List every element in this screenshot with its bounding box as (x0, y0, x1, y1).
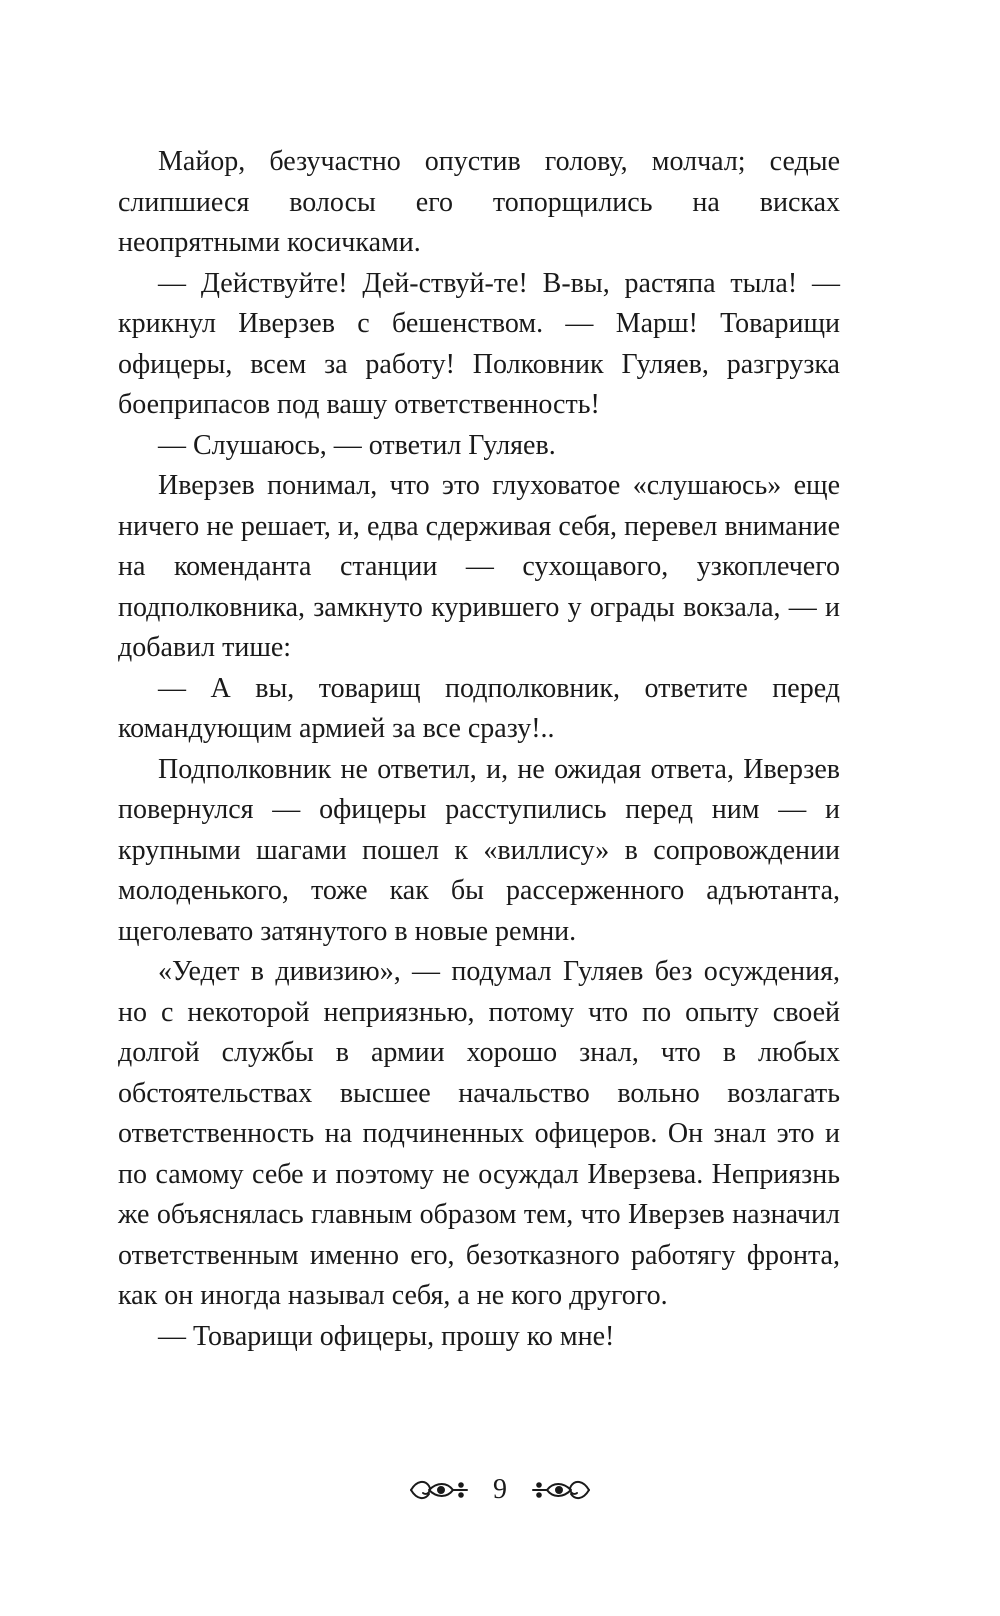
page-number: 9 (493, 1474, 507, 1505)
paragraph: — Товарищи офицеры, прошу ко мне! (158, 1320, 615, 1352)
paragraph: «Уедет в дивизию», — подумал Гуляев без осуждения, но с некоторой неприязнью, потому что по опыту своей долгой службы в армии хорошо знал, что в любых обстоятельствах высшее начальство вольно возлагать ответственность на подчиненных офицеров. Он знал это и по самому себе и поэтому не осуждал Иверзева. Неприязнь же объяснялась главным образом тем, что Иверзев назначил ответственным именно его, безотказного работягу фронта, как он иногда называл себя, а не кого другого. (118, 956, 840, 1311)
paragraph: Майор, безучастно опустив голову, молчал; седые слипшиеся волосы его топорщились на висках неопрятными косичками. (118, 146, 840, 258)
paragraph: — Действуйте! Дей-ствуй-те! В-вы, растяпа тыла! — крикнул Иверзев с бешенством. — Марш! Товарищи офицеры, всем за работу! Полковник Гуляев, разгрузка боеприпасов под вашу ответственность! (118, 267, 840, 420)
body-text (118, 142, 840, 1357)
flourish-ornament-icon (407, 1474, 471, 1506)
paragraph: Иверзев понимал, что это глуховатое «слушаюсь» еще ничего не решает, и, едва сдерживая себя, перевел внимание на коменданта станции — сухощавого, узкоплечего подполковника, замкнуто курившего у ограды вокзала, — и добавил тише: (118, 470, 840, 663)
page-footer (0, 1468, 1000, 1512)
flourish-ornament-icon (529, 1474, 593, 1506)
paragraph: — Слушаюсь, — ответил Гуляев. (158, 429, 556, 461)
paragraph: Подполковник не ответил, и, не ожидая ответа, Иверзев повернулся — офицеры расступились перед ним — и крупными шагами пошел к «виллису» в сопровождении молоденького, тоже как бы рассерженного адъютанта, щеголевато затянутого в новые ремни. (118, 753, 840, 947)
paragraph: — А вы, товарищ подполковник, ответите перед командующим армией за все сразу!.. (118, 672, 840, 744)
